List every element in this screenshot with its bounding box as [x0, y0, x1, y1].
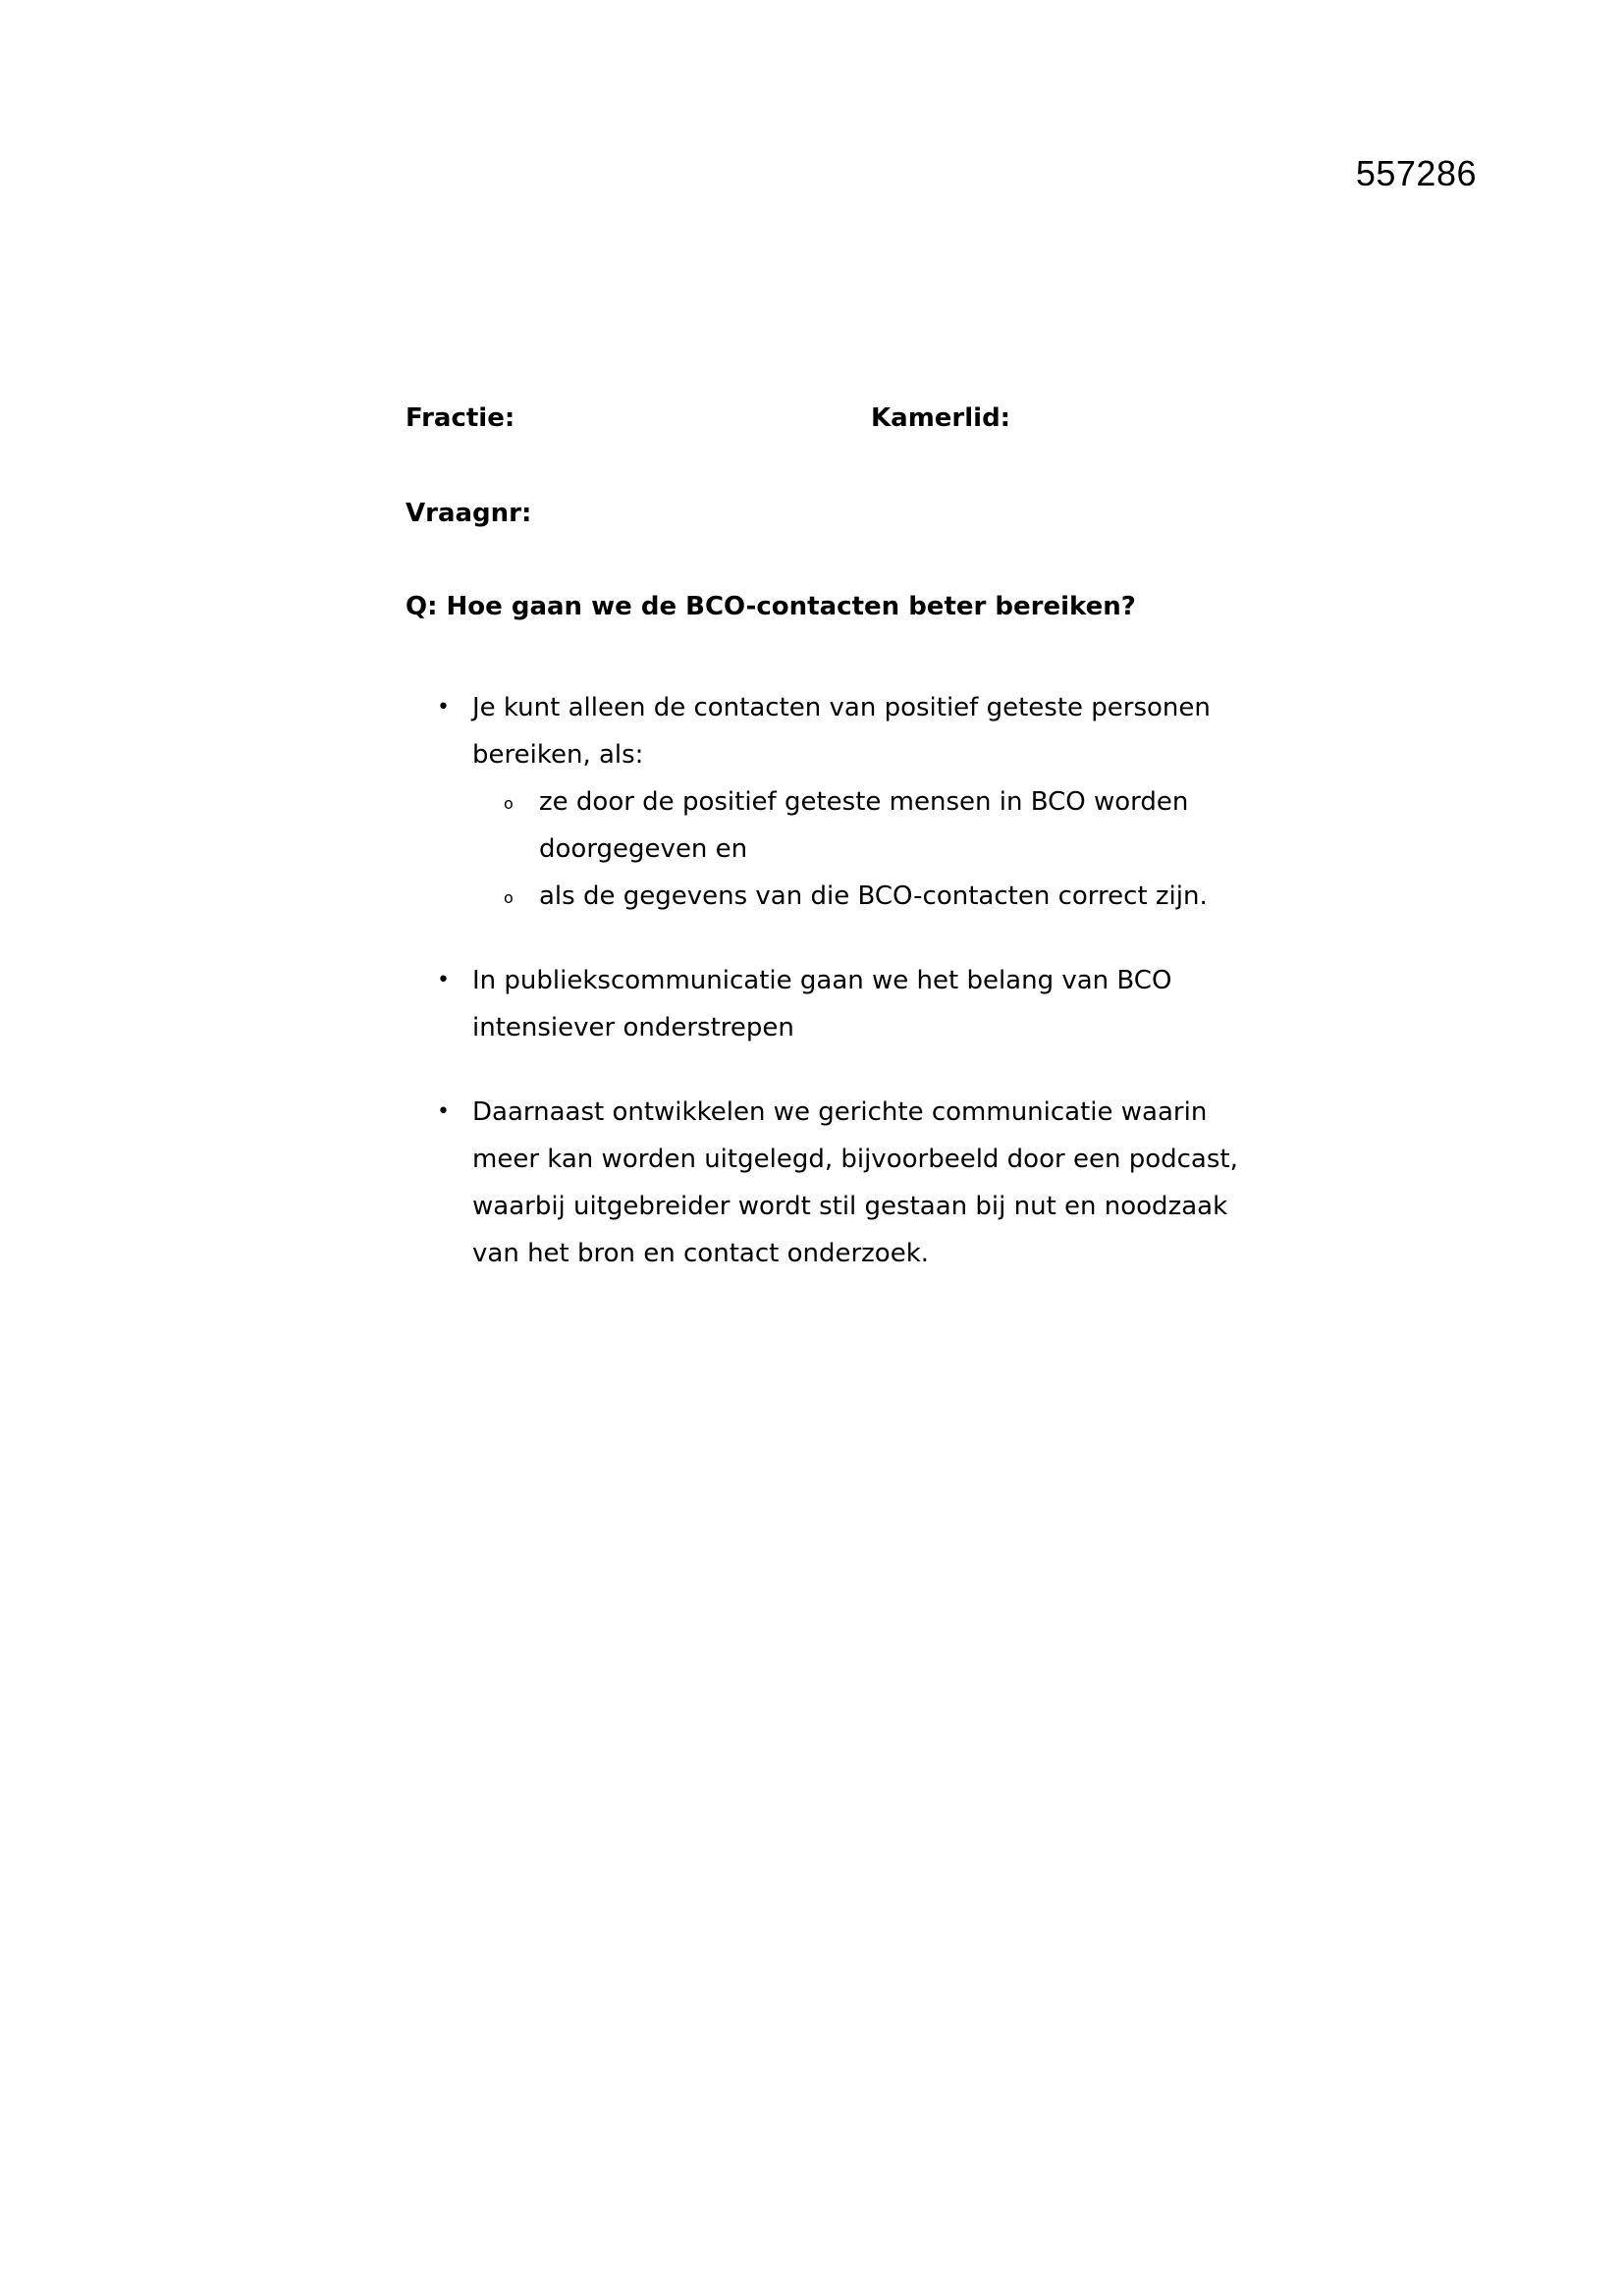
bullet-icon: • — [437, 968, 450, 992]
answer-text: Je kunt alleen de contacten van positief geteste personen bereiken, als: — [472, 693, 1211, 770]
bullet-icon: • — [437, 695, 450, 720]
answer-item — [437, 684, 1258, 920]
circle-bullet-icon: o — [504, 888, 514, 907]
answer-text: Daarnaast ontwikkelen we gerichte communicatie waarin meer kan worden uitgelegd, bijvoorbeeld door een podcast, waarbij uitgebreider wordt stil gestaan bij nut en noodzaak van het bron en contact onderzoek. — [472, 1097, 1238, 1268]
sub-answer-text: als de gegevens van die BCO-contacten correct zijn. — [539, 881, 1208, 911]
sub-answer-item — [504, 778, 1258, 873]
question-heading: Q: Hoe gaan we de BCO-contacten beter bereiken? — [406, 592, 1136, 621]
circle-bullet-icon: o — [504, 794, 514, 813]
answer-item — [437, 1089, 1258, 1277]
answer-text: In publiekscommunicatie gaan we het belang van BCO intensiever onderstrepen — [472, 966, 1172, 1042]
bullet-icon: • — [437, 1099, 450, 1124]
kamerlid-label: Kamerlid: — [871, 403, 1011, 433]
vraagnr-label: Vraagnr: — [406, 499, 532, 528]
sub-answer-list — [472, 778, 1258, 920]
answer-item — [437, 957, 1258, 1051]
fractie-label: Fractie: — [406, 403, 515, 433]
document-id: 557286 — [1355, 153, 1477, 193]
sub-answer-text: ze door de positief geteste mensen in BCO worden doorgegeven en — [539, 787, 1189, 864]
sub-answer-item — [504, 873, 1258, 920]
answer-list — [437, 684, 1258, 1314]
